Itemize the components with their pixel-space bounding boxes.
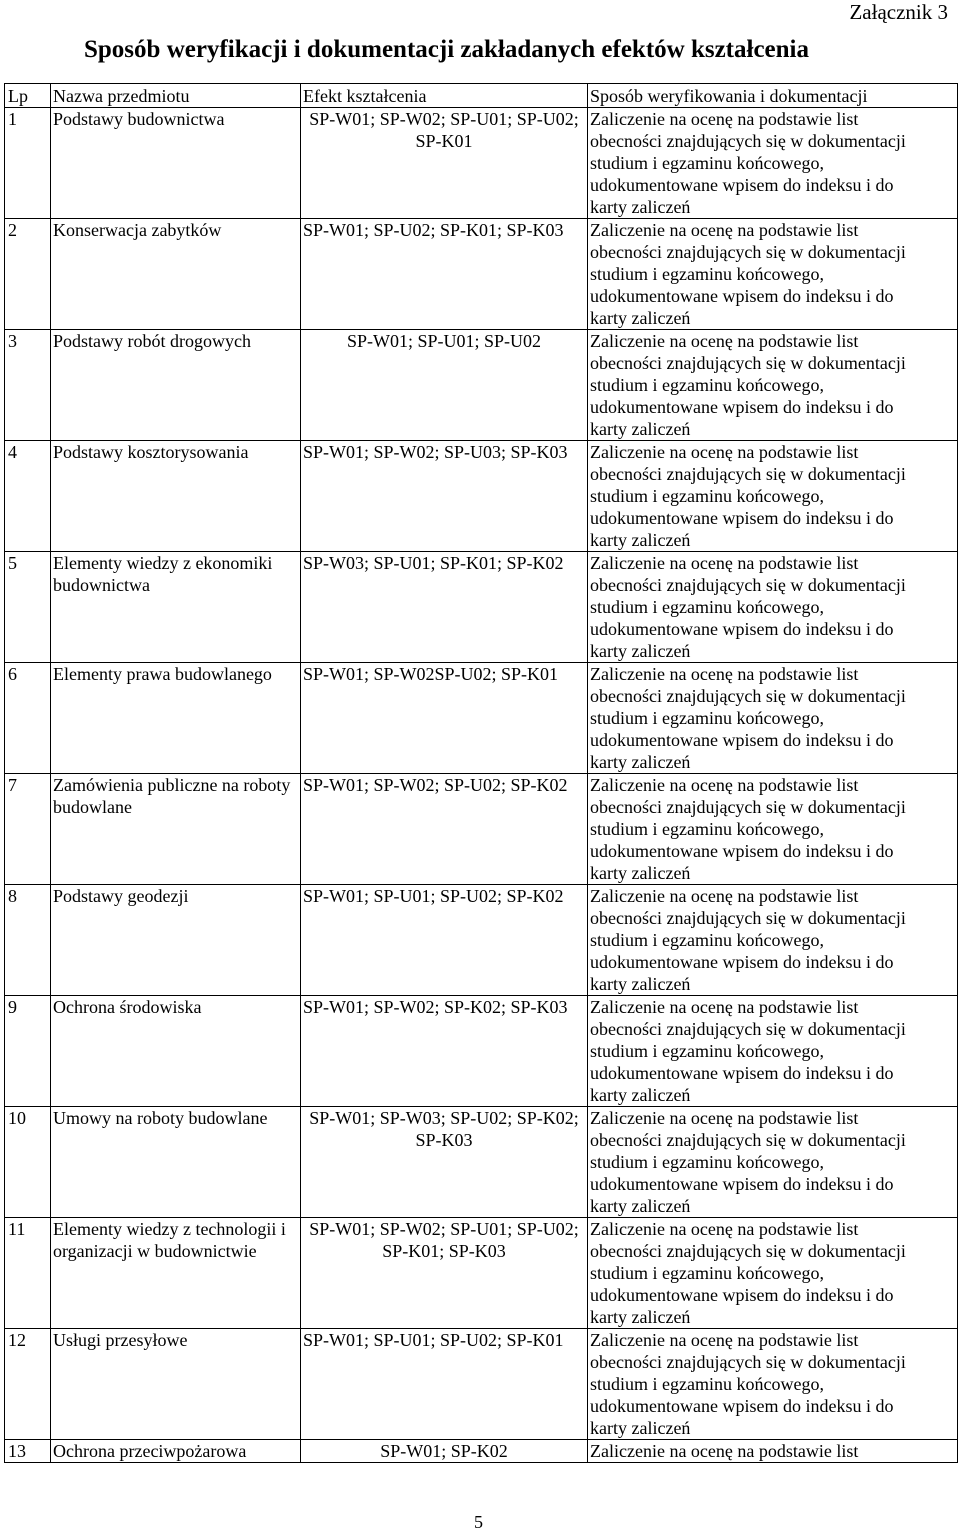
verification-line: studium i egzaminu końcowego, [590, 819, 824, 839]
row-verification [588, 330, 958, 441]
verification-line: studium i egzaminu końcowego, [590, 708, 824, 728]
row-subject-name: Elementy wiedzy z technologii i organizacji w budownictwie [51, 1218, 301, 1329]
row-lp: 3 [5, 330, 51, 441]
page-number: 5 [474, 1512, 483, 1532]
verification-line: karty zaliczeń [590, 1418, 691, 1438]
verification-line: Zaliczenie na ocenę na podstawie list [590, 442, 859, 462]
verification-line: Zaliczenie na ocenę na podstawie list [590, 1219, 859, 1239]
row-lp: 8 [5, 885, 51, 996]
row-verification [588, 108, 958, 219]
verification-line: karty zaliczeń [590, 752, 691, 772]
table-header-row [5, 84, 958, 108]
row-subject-name: Podstawy geodezji [51, 885, 301, 996]
row-verification [588, 1218, 958, 1329]
table-row [5, 1107, 958, 1218]
verification-line: Zaliczenie na ocenę na podstawie list [590, 553, 859, 573]
row-lp: 11 [5, 1218, 51, 1329]
verification-line: karty zaliczeń [590, 197, 691, 217]
verification-line: studium i egzaminu końcowego, [590, 486, 824, 506]
verification-line: studium i egzaminu końcowego, [590, 597, 824, 617]
verification-line: Zaliczenie na ocenę na podstawie list [590, 1330, 859, 1350]
table-row [5, 1440, 958, 1463]
verification-line: obecności znajdujących się w dokumentacji [590, 797, 906, 817]
row-verification [588, 441, 958, 552]
verification-line: udokumentowane wpisem do indeksu i do [590, 952, 894, 972]
row-lp: 9 [5, 996, 51, 1107]
verification-line: karty zaliczeń [590, 308, 691, 328]
row-subject-name: Ochrona środowiska [51, 996, 301, 1107]
verification-line: karty zaliczeń [590, 419, 691, 439]
table-row [5, 885, 958, 996]
row-subject-name: Podstawy budownictwa [51, 108, 301, 219]
row-subject-name: Podstawy robót drogowych [51, 330, 301, 441]
header-verification: Sposób weryfikowania i dokumentacji [588, 84, 958, 108]
row-verification [588, 774, 958, 885]
row-subject-name: Elementy wiedzy z ekonomiki budownictwa [51, 552, 301, 663]
header-name: Nazwa przedmiotu [51, 84, 301, 108]
table-row [5, 441, 958, 552]
row-learning-effect: SP-W03; SP-U01; SP-K01; SP-K02 [301, 552, 588, 663]
verification-table [4, 83, 958, 1463]
verification-line: udokumentowane wpisem do indeksu i do [590, 397, 894, 417]
row-learning-effect: SP-W01; SP-K02 [301, 1440, 588, 1463]
verification-line: obecności znajdujących się w dokumentacji [590, 1352, 906, 1372]
verification-line: Zaliczenie na ocenę na podstawie list [590, 331, 859, 351]
row-verification [588, 219, 958, 330]
verification-line: karty zaliczeń [590, 1196, 691, 1216]
verification-line: udokumentowane wpisem do indeksu i do [590, 841, 894, 861]
verification-line: obecności znajdujących się w dokumentacji [590, 1019, 906, 1039]
row-lp: 4 [5, 441, 51, 552]
table-row [5, 552, 958, 663]
verification-line: studium i egzaminu końcowego, [590, 264, 824, 284]
annex-label: Załącznik 3 [849, 0, 948, 24]
row-subject-name: Umowy na roboty budowlane [51, 1107, 301, 1218]
verification-line: obecności znajdujących się w dokumentacji [590, 464, 906, 484]
row-lp: 5 [5, 552, 51, 663]
row-verification [588, 1440, 958, 1463]
row-subject-name: Ochrona przeciwpożarowa [51, 1440, 301, 1463]
verification-line: obecności znajdujących się w dokumentacji [590, 686, 906, 706]
table-row [5, 1329, 958, 1440]
verification-line: obecności znajdujących się w dokumentacji [590, 1241, 906, 1261]
verification-line: Zaliczenie na ocenę na podstawie list [590, 220, 859, 240]
header-lp: Lp [5, 84, 51, 108]
verification-line: udokumentowane wpisem do indeksu i do [590, 175, 894, 195]
row-subject-name: Zamówienia publiczne na roboty budowlane [51, 774, 301, 885]
verification-line: udokumentowane wpisem do indeksu i do [590, 1396, 894, 1416]
verification-line: studium i egzaminu końcowego, [590, 153, 824, 173]
verification-line: udokumentowane wpisem do indeksu i do [590, 1285, 894, 1305]
row-subject-name: Podstawy kosztorysowania [51, 441, 301, 552]
row-learning-effect: SP-W01; SP-W03; SP-U02; SP-K02; SP-K03 [301, 1107, 588, 1218]
row-lp: 1 [5, 108, 51, 219]
verification-line: obecności znajdujących się w dokumentacji [590, 1130, 906, 1150]
verification-line: Zaliczenie na ocenę na podstawie list [590, 664, 859, 684]
verification-line: udokumentowane wpisem do indeksu i do [590, 1174, 894, 1194]
verification-line: udokumentowane wpisem do indeksu i do [590, 730, 894, 750]
verification-line: karty zaliczeń [590, 863, 691, 883]
row-verification [588, 996, 958, 1107]
row-lp: 6 [5, 663, 51, 774]
verification-line: karty zaliczeń [590, 641, 691, 661]
row-subject-name: Usługi przesyłowe [51, 1329, 301, 1440]
verification-line: udokumentowane wpisem do indeksu i do [590, 1063, 894, 1083]
row-learning-effect: SP-W01; SP-W02; SP-U03; SP-K03 [301, 441, 588, 552]
verification-line: karty zaliczeń [590, 1085, 691, 1105]
verification-line: Zaliczenie na ocenę na podstawie list [590, 886, 859, 906]
row-lp: 2 [5, 219, 51, 330]
verification-line: obecności znajdujących się w dokumentacji [590, 353, 906, 373]
row-lp: 13 [5, 1440, 51, 1463]
verification-line: studium i egzaminu końcowego, [590, 1374, 824, 1394]
row-verification [588, 1107, 958, 1218]
verification-line: udokumentowane wpisem do indeksu i do [590, 508, 894, 528]
verification-line: Zaliczenie na ocenę na podstawie list [590, 1441, 859, 1461]
row-verification [588, 552, 958, 663]
row-lp: 12 [5, 1329, 51, 1440]
row-learning-effect: SP-W01; SP-U01; SP-U02 [301, 330, 588, 441]
verification-line: studium i egzaminu końcowego, [590, 930, 824, 950]
table-row [5, 108, 958, 219]
row-subject-name: Konserwacja zabytków [51, 219, 301, 330]
row-learning-effect: SP-W01; SP-W02; SP-U01; SP-U02; SP-K01 [301, 108, 588, 219]
verification-line: studium i egzaminu końcowego, [590, 375, 824, 395]
table-row [5, 330, 958, 441]
verification-line: Zaliczenie na ocenę na podstawie list [590, 109, 859, 129]
row-verification [588, 663, 958, 774]
verification-line: obecności znajdujących się w dokumentacji [590, 131, 906, 151]
verification-line: karty zaliczeń [590, 974, 691, 994]
table-row [5, 774, 958, 885]
verification-line: karty zaliczeń [590, 530, 691, 550]
header-effect: Efekt kształcenia [301, 84, 588, 108]
table-row [5, 663, 958, 774]
verification-line: udokumentowane wpisem do indeksu i do [590, 286, 894, 306]
row-verification [588, 1329, 958, 1440]
page-title: Sposób weryfikacji i dokumentacji zakładanych efektów kształcenia [84, 36, 809, 63]
table-row [5, 1218, 958, 1329]
verification-line: obecności znajdujących się w dokumentacji [590, 908, 906, 928]
verification-line: karty zaliczeń [590, 1307, 691, 1327]
table-row [5, 996, 958, 1107]
verification-line: obecności znajdujących się w dokumentacji [590, 575, 906, 595]
row-learning-effect: SP-W01; SP-W02; SP-K02; SP-K03 [301, 996, 588, 1107]
row-learning-effect: SP-W01; SP-W02; SP-U02; SP-K02 [301, 774, 588, 885]
verification-line: studium i egzaminu końcowego, [590, 1152, 824, 1172]
row-learning-effect: SP-W01; SP-U01; SP-U02; SP-K02 [301, 885, 588, 996]
verification-line: Zaliczenie na ocenę na podstawie list [590, 997, 859, 1017]
verification-line: studium i egzaminu końcowego, [590, 1041, 824, 1061]
table-row [5, 219, 958, 330]
row-verification [588, 885, 958, 996]
row-subject-name: Elementy prawa budowlanego [51, 663, 301, 774]
row-learning-effect: SP-W01; SP-W02; SP-U01; SP-U02; SP-K01; SP-K03 [301, 1218, 588, 1329]
verification-line: studium i egzaminu końcowego, [590, 1263, 824, 1283]
row-learning-effect: SP-W01; SP-U01; SP-U02; SP-K01 [301, 1329, 588, 1440]
row-learning-effect: SP-W01; SP-W02SP-U02; SP-K01 [301, 663, 588, 774]
verification-line: udokumentowane wpisem do indeksu i do [590, 619, 894, 639]
row-learning-effect: SP-W01; SP-U02; SP-K01; SP-K03 [301, 219, 588, 330]
row-lp: 10 [5, 1107, 51, 1218]
verification-line: Zaliczenie na ocenę na podstawie list [590, 775, 859, 795]
row-lp: 7 [5, 774, 51, 885]
verification-line: Zaliczenie na ocenę na podstawie list [590, 1108, 859, 1128]
verification-line: obecności znajdujących się w dokumentacji [590, 242, 906, 262]
